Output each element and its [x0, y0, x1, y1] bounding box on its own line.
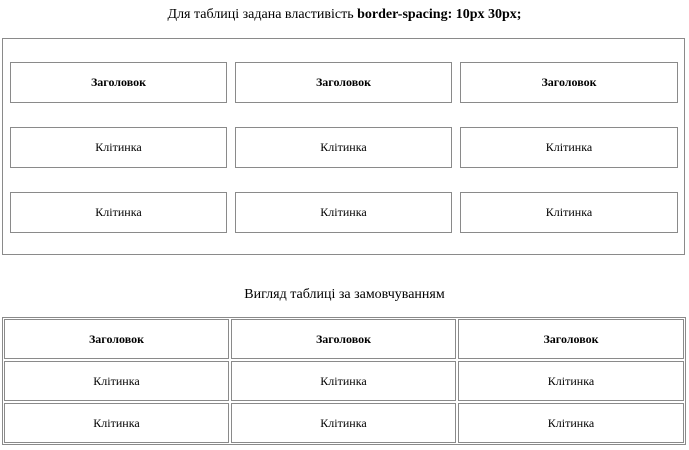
spaced-body-cell-1-1: Клітинка: [10, 127, 227, 168]
spaced-header-cell-2: Заголовок: [235, 62, 452, 103]
default-body-cell-1-2: Клітинка: [231, 361, 456, 401]
default-body-cell-2-1: Клітинка: [4, 403, 229, 443]
default-header-cell-3: Заголовок: [458, 319, 684, 359]
default-body-cell-1-3: Клітинка: [458, 361, 684, 401]
spaced-body-cell-2-1: Клітинка: [10, 192, 227, 233]
spaced-body-cell-1-3: Клітинка: [460, 127, 678, 168]
spaced-header-cell-1: Заголовок: [10, 62, 227, 103]
spaced-body-cell-1-2: Клітинка: [235, 127, 452, 168]
spaced-table-caption: [0, 7, 689, 23]
default-body-cell-2-3: Клітинка: [458, 403, 684, 443]
default-body-cell-2-2: Клітинка: [231, 403, 456, 443]
default-table-caption: Вигляд таблиці за замовчуванням: [244, 287, 445, 302]
default-body-cell-1-1: Клітинка: [4, 361, 229, 401]
spaced-body-cell-2-2: Клітинка: [235, 192, 452, 233]
default-header-cell-1: Заголовок: [4, 319, 229, 359]
caption-prefix: Для таблиці задана властивість: [167, 7, 358, 22]
spaced-header-cell-3: Заголовок: [460, 62, 678, 103]
spaced-body-cell-2-3: Клітинка: [460, 192, 678, 233]
default-header-cell-2: Заголовок: [231, 319, 456, 359]
caption-code: border-spacing: 10px 30px;: [357, 7, 522, 22]
